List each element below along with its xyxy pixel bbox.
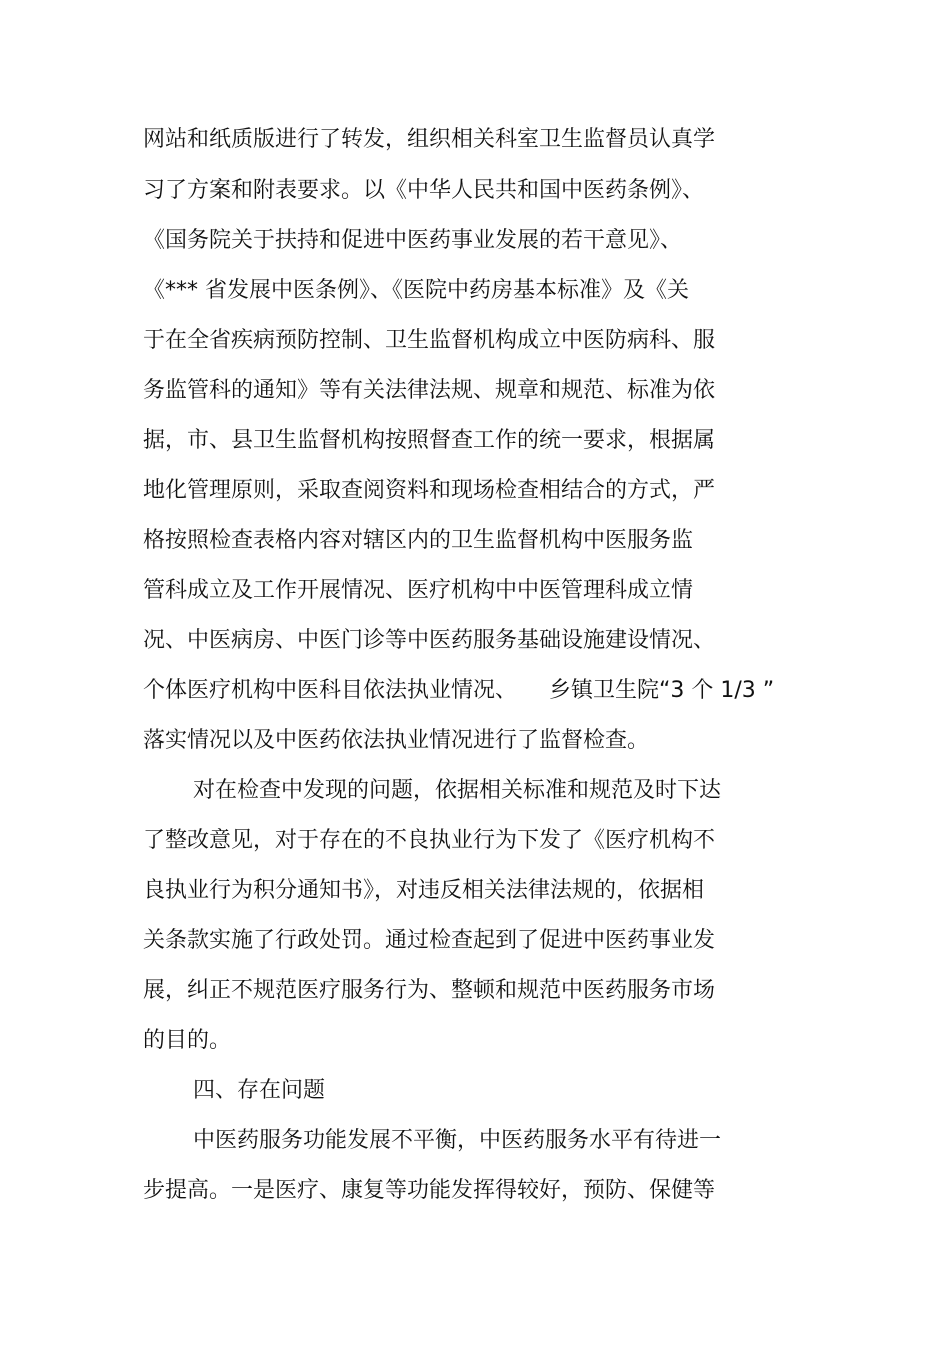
paragraph-first-line: 中医药服务功能发展不平衡，中医药服务水平有待进一 <box>193 1128 722 1153</box>
text-line: 管科成立及工作开展情况、医疗机构中中医管理科成立情 <box>143 578 694 603</box>
text-line: 的目的。 <box>143 1028 232 1053</box>
text-line: 地化管理原则，采取查阅资料和现场检查相结合的方式，严 <box>143 478 716 503</box>
text-line: 况、中医病房、中医门诊等中医药服务基础设施建设情况、 <box>143 628 716 653</box>
text-line-split <box>143 676 774 706</box>
text-line: 落实情况以及中医药依法执业情况进行了监督检查。 <box>143 728 650 753</box>
text-line: 良执业行为积分通知书》，对违反相关法律法规的，依据相 <box>143 878 705 903</box>
text-segment: 乡镇卫生院“3 个 1/3 ” <box>549 678 775 703</box>
text-line: 步提高。一是医疗、康复等功能发挥得较好，预防、保健等 <box>143 1178 716 1203</box>
text-line: 格按照检查表格内容对辖区内的卫生监督机构中医服务监 <box>143 528 694 553</box>
text-segment: 个体医疗机构中医科目依法执业情况、 <box>143 678 518 703</box>
text-line: 于在全省疾病预防控制、卫生监督机构成立中医防病科、服 <box>143 328 716 353</box>
text-line: 据，市、县卫生监督机构按照督查工作的统一要求，根据属 <box>143 428 716 453</box>
text-line: 展，纠正不规范医疗服务行为、整顿和规范中医药服务市场 <box>143 978 716 1003</box>
text-line: 《国务院关于扶持和促进中医药事业发展的若干意见》、 <box>143 228 683 253</box>
section-heading: 四、存在问题 <box>193 1078 326 1103</box>
text-line: 了整改意见，对于存在的不良执业行为下发了《医疗机构不 <box>143 828 716 853</box>
text-line: 务监管科的通知》等有关法律法规、规章和规范、标准为依 <box>143 378 716 403</box>
text-line: 习了方案和附表要求。以《中华人民共和国中医药条例》、 <box>143 178 705 203</box>
text-line: 《*** 省发展中医条例》、《医院中药房基本标准》及《关 <box>143 278 689 303</box>
text-line: 网站和纸质版进行了转发，组织相关科室卫生监督员认真学 <box>143 127 716 152</box>
paragraph-first-line: 对在检查中发现的问题，依据相关标准和规范及时下达 <box>193 778 722 803</box>
text-line: 关条款实施了行政处罚。通过检查起到了促进中医药事业发 <box>143 928 716 953</box>
